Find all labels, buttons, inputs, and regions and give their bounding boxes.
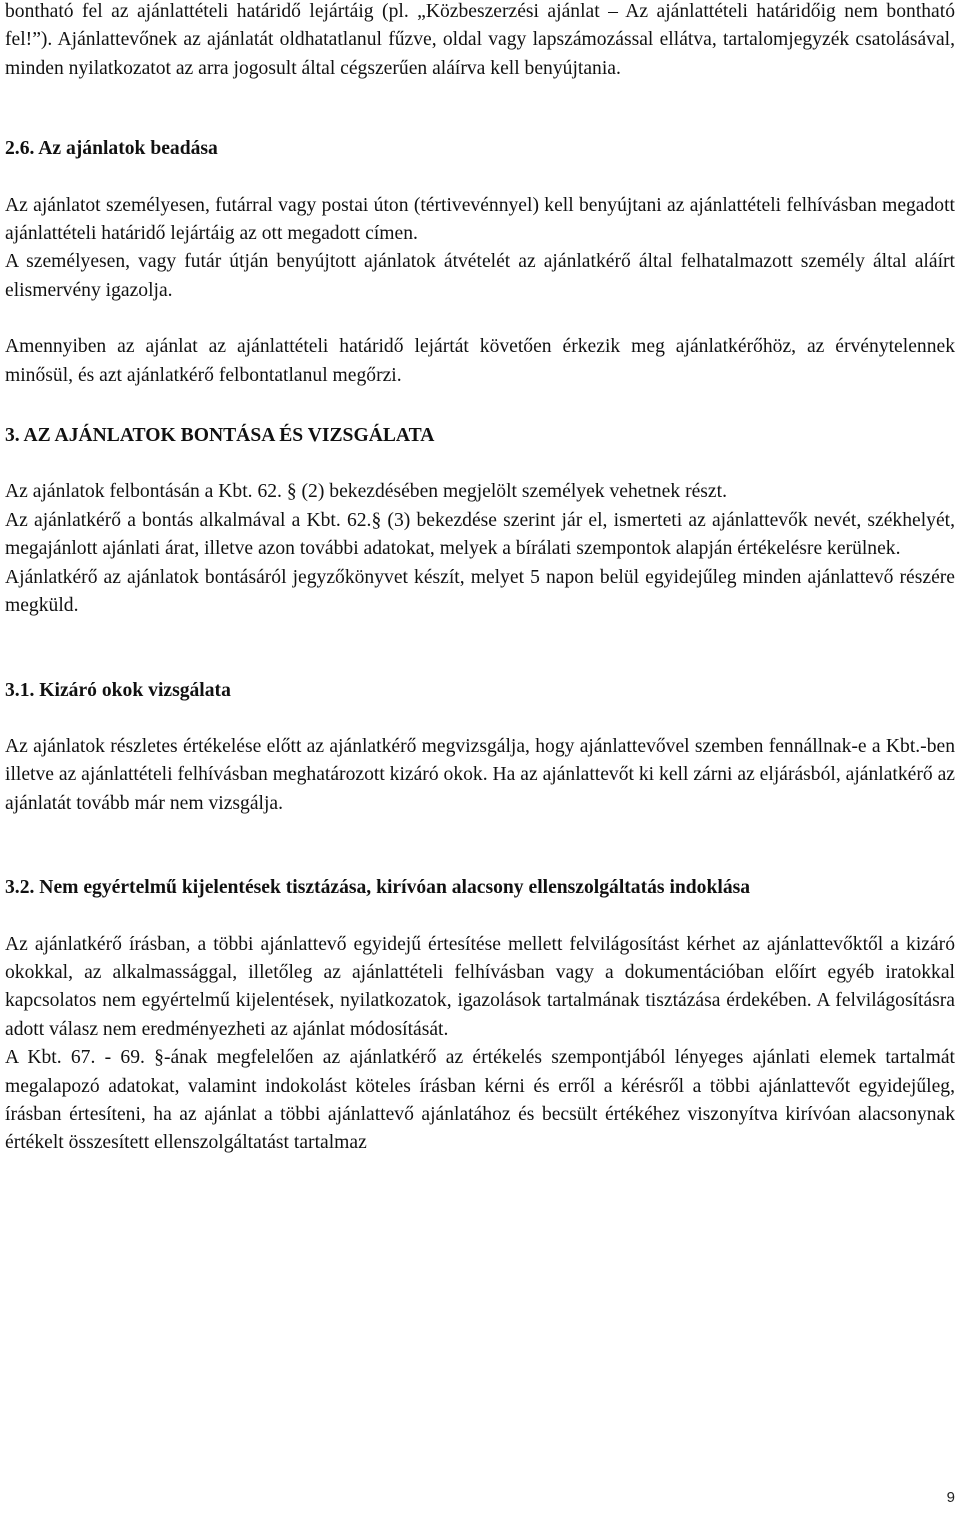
section-2-6-paragraph-1: Az ajánlatot személyesen, futárral vagy postai úton (tértivevénnyel) kell benyújtani az ajánlattételi felhívásban megadott ajánlattételi határidő lejártáig az ott megadott címen. — [5, 194, 955, 245]
section-3-2-heading: 3.2. Nem egyértelmű kijelentések tisztázása, kirívóan alacsony ellenszolgáltatás indoklása — [5, 877, 751, 899]
section-3-2-paragraph-1: Az ajánlatkérő írásban, a többi ajánlattevő egyidejű értesítése mellett felvilágosítást kérhet az ajánlattevőktől a kizáró okokkal, az alkalmassággal, illetőleg az ajánlattételi felhívásban vagy a dokumentációban előírt egyéb iratokkal kapcsolatos nem egyértelmű kijelentések, nyilatkozatok, igazolások tartalmának tisztázása érdekében. A felvilágosításra adott válasz nem eredményezheti az ajánlat módosítását. — [5, 933, 955, 1040]
section-3-1-heading: 3.1. Kizáró okok vizsgálata — [5, 679, 231, 701]
section-3-paragraph-1: Az ajánlatok felbontásán a Kbt. 62. § (2) bekezdésében megjelölt személyek vehetnek részt. — [5, 481, 727, 503]
section-3-paragraph-3: Ajánlatkérő az ajánlatok bontásáról jegyzőkönyvet készít, melyet 5 napon belül egyidejűleg minden ajánlattevő részére megküld. — [5, 566, 955, 617]
section-3-1-paragraph-1: Az ajánlatok részletes értékelése előtt az ajánlatkérő megvizsgálja, hogy ajánlattevővel szemben fennállnak-e a Kbt.-ben illetve az ajánlattételi felhívásban meghatározott kizáró okok. Ha az ajánlattevőt ki kell zárni az eljárásból, ajánlatkérő az ajánlatát tovább már nem vizsgálja. — [5, 735, 955, 814]
section-2-6-paragraph-3: Amennyiben az ajánlat az ajánlattételi határidő lejártát követően érkezik meg ajánlatkérőhöz, az érvénytelennek minősül, és azt ajánlatkérő felbontatlanul megőrzi. — [5, 336, 955, 386]
intro-paragraph: bontható fel az ajánlattételi határidő lejártáig (pl. „Közbeszerzési ajánlat – Az ajánlattételi határidőig nem bontható fel!”). Ajánlattevőnek az ajánlatát oldhatatlanul fűzve, oldal vagy lapszámozással ellátva, tartalomjegyzék csatolásával, minden nyilatkozatot az arra jogosult által cégszerűen aláírva kell benyújtania. — [5, 1, 955, 79]
section-2-6-paragraph-2: A személyesen, vagy futár útján benyújtott ajánlatok átvételét az ajánlatkérő által felhatalmazott személy által aláírt elismervény igazolja. — [5, 251, 955, 301]
section-3-heading: 3. AZ AJÁNLATOK BONTÁSA ÉS VIZSGÁLATA — [5, 425, 435, 447]
section-2-6-heading: 2.6. Az ajánlatok beadása — [5, 138, 218, 160]
section-3-2-paragraph-2: A Kbt. 67. - 69. §-ának megfelelően az ajánlatkérő az értékelés szempontjából lényeges ajánlati elemek tartalmát megalapozó adatokat, valamint indokolást köteles írásban kérni és erről a kérésről a többi ajánlattevőt egyidejűleg, írásban értesíteni, ha az ajánlat a többi ajánlattevő ajánlatához és becsült értékéhez viszonyítva kirívóan alacsonynak értékelt összesített ellenszolgáltatást tartalmaz — [5, 1047, 955, 1154]
page-number: 9 — [946, 1489, 955, 1506]
section-3-paragraph-2: Az ajánlatkérő a bontás alkalmával a Kbt. 62.§ (3) bekezdése szerint jár el, ismerteti az ajánlattevők nevét, székhelyét, megajánlott ajánlati árat, illetve azon további adatokat, melyek a bírálati szempontok alapján értékelésre kerülnek. — [5, 509, 955, 560]
